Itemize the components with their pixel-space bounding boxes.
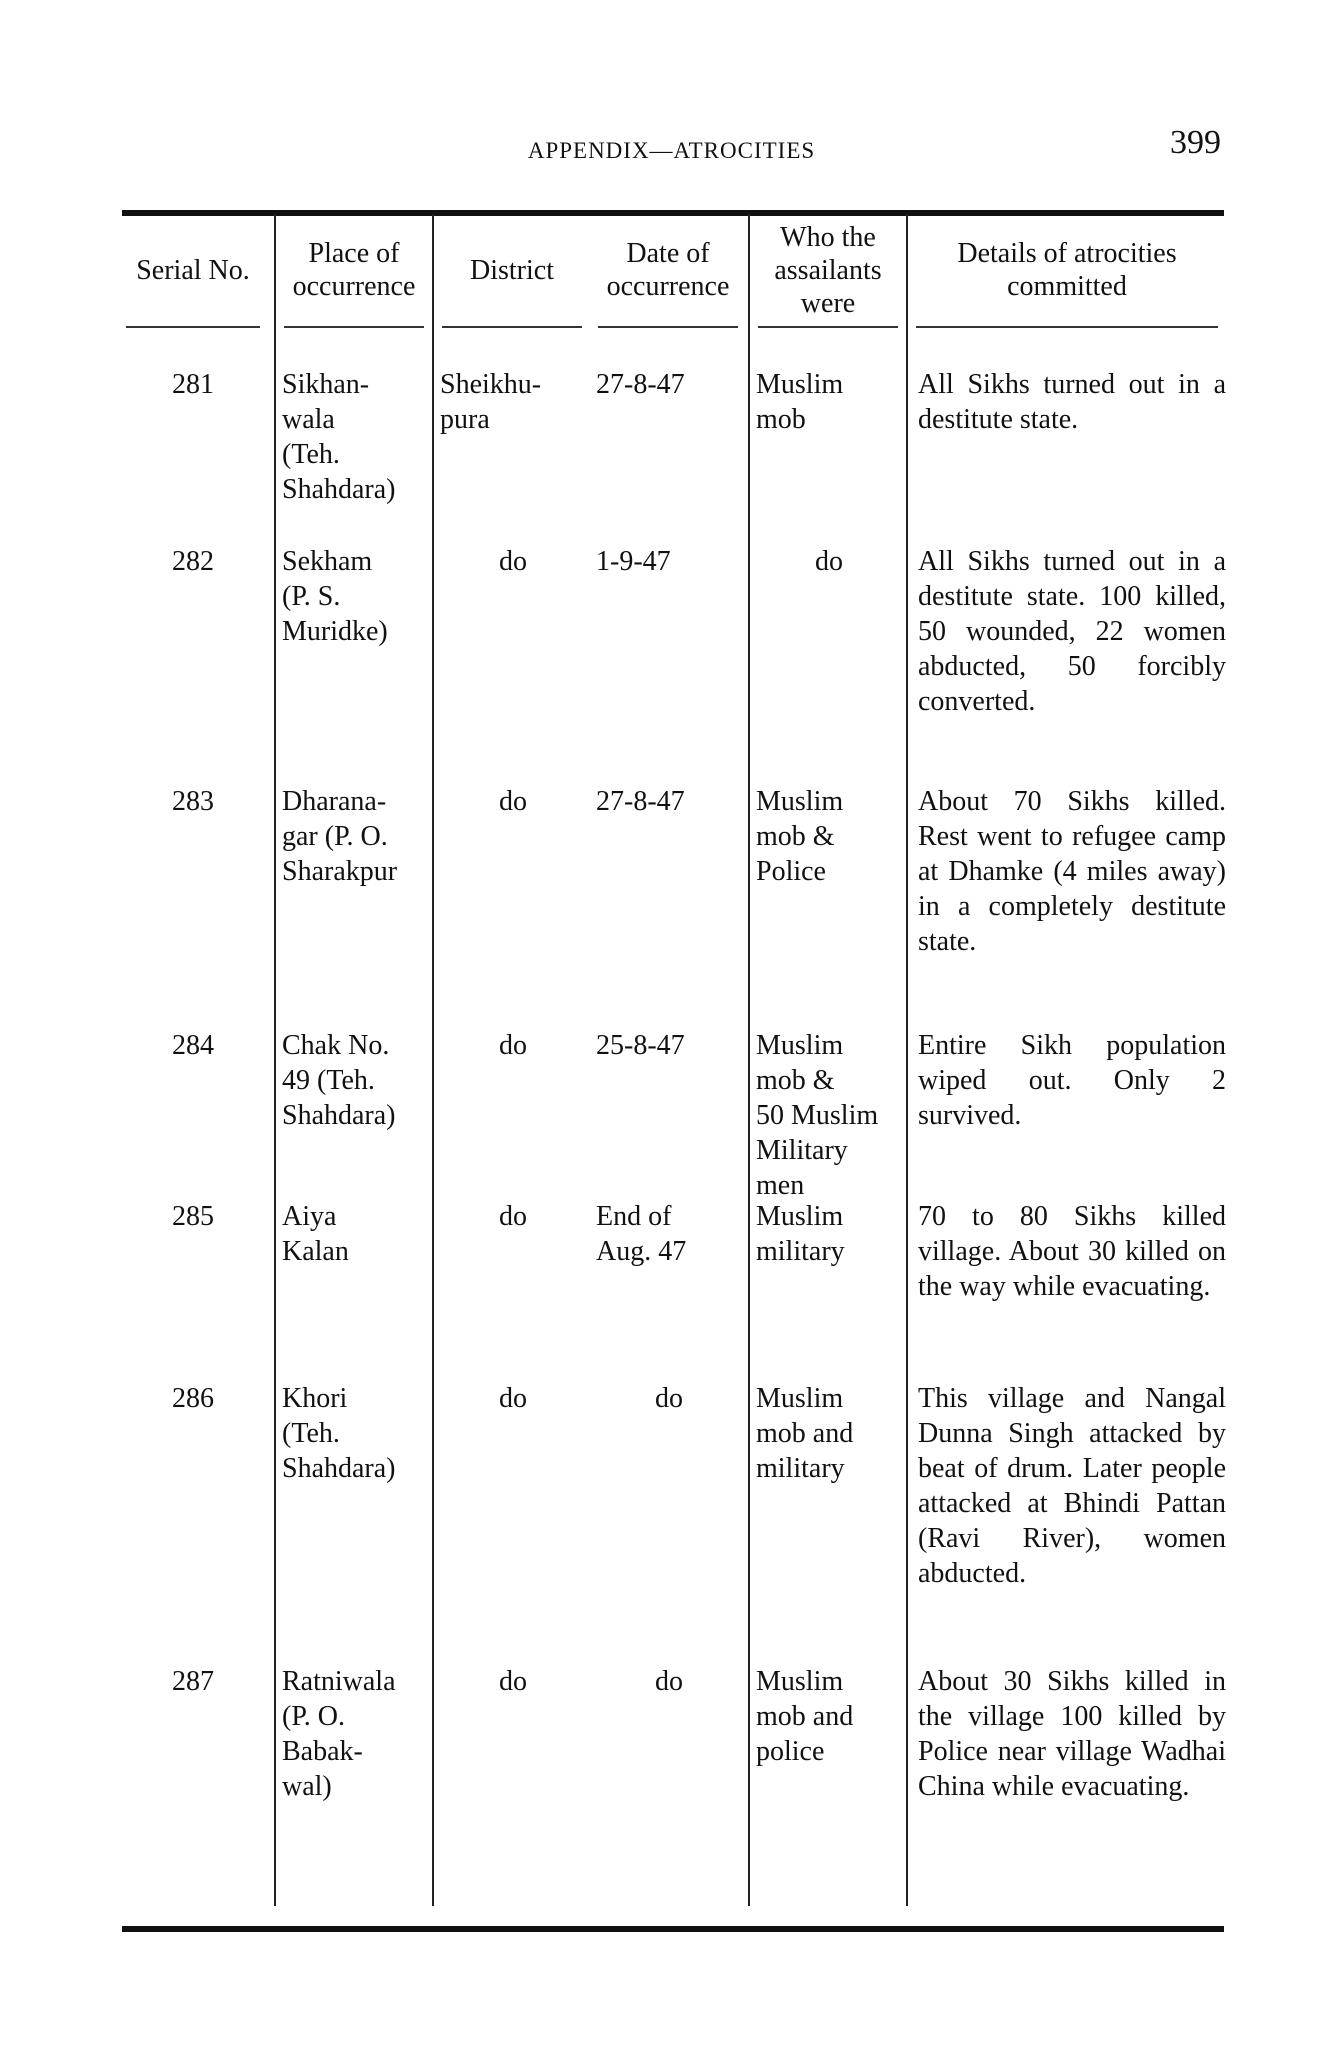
- district-282: do: [499, 546, 527, 577]
- header-rule: [284, 326, 424, 328]
- district-281: Sheikhu- pura: [440, 369, 542, 435]
- column-date: [590, 214, 746, 1906]
- column-place: [274, 214, 432, 1906]
- header-assailants: Who the assailants were: [774, 221, 882, 319]
- header-district: District: [470, 254, 554, 286]
- serial-281: 281: [172, 369, 214, 400]
- assailants-284: Muslim mob & 50 Muslim Military men: [756, 1030, 879, 1201]
- place-281: Sikhan- wala (Teh. Shahdara): [282, 369, 396, 505]
- page-number: 399: [1170, 124, 1221, 161]
- serial-283: 283: [172, 786, 214, 817]
- district-287: do: [499, 1666, 527, 1697]
- serial-282: 282: [172, 546, 214, 577]
- header-details: Details of atrocities committed: [957, 238, 1177, 302]
- place-285: Aiya Kalan: [282, 1201, 349, 1267]
- district-283: do: [499, 786, 527, 817]
- header-rule: [916, 326, 1218, 328]
- assailants-282: do: [815, 546, 843, 577]
- date-283: 27-8-47: [596, 786, 685, 817]
- serial-285: 285: [172, 1201, 214, 1232]
- header-rule: [758, 326, 898, 328]
- header-date: Date of occurrence: [606, 238, 730, 302]
- assailants-281: Muslim mob: [756, 369, 844, 435]
- assailants-285: Muslim military: [756, 1201, 845, 1267]
- date-284: 25-8-47: [596, 1030, 685, 1061]
- column-assailants: [748, 214, 906, 1906]
- place-287: Ratniwala (P. O. Babak- wal): [282, 1666, 396, 1802]
- column-details: [906, 214, 1226, 1906]
- details-282: All Sikhs turned out in a destitute state. 100 killed, 50 wounded, 22 women abducted, 50 forcibly converted.: [918, 546, 1226, 717]
- serial-284: 284: [172, 1030, 214, 1061]
- header-rule: [442, 326, 582, 328]
- date-285: End of Aug. 47: [596, 1201, 687, 1267]
- assailants-286: Muslim mob and military: [756, 1383, 854, 1484]
- details-281: All Sikhs turned out in a destitute state.: [918, 369, 1226, 435]
- details-283: About 70 Sikhs killed. Rest went to refugee camp at Dhamke (4 miles away) in a completely destitute state.: [918, 786, 1226, 957]
- district-285: do: [499, 1201, 527, 1232]
- header-place: Place of occurrence: [292, 238, 416, 302]
- assailants-283: Muslim mob & Police: [756, 786, 844, 887]
- place-284: Chak No. 49 (Teh. Shahdara): [282, 1030, 396, 1131]
- details-285: 70 to 80 Sikhs killed village. About 30 killed on the way while evacuating.: [918, 1201, 1226, 1302]
- place-282: Sekham (P. S. Muridke): [282, 546, 388, 647]
- column-serial: [118, 214, 268, 1906]
- header-serial: Serial No.: [136, 254, 250, 286]
- header-rule: [598, 326, 738, 328]
- serial-286: 286: [172, 1383, 214, 1414]
- header-rule: [126, 326, 260, 328]
- place-283: Dharana- gar (P. O. Sharakpur: [282, 786, 398, 887]
- date-286: do: [655, 1383, 683, 1414]
- details-284: Entire Sikh population wiped out. Only 2 survived.: [918, 1030, 1226, 1131]
- date-282: 1-9-47: [596, 546, 671, 577]
- details-286: This village and Nangal Dunna Singh attacked by beat of drum. Later people attacked at Bhindi Pattan (Ravi River), women abducted.: [918, 1383, 1226, 1589]
- date-281: 27-8-47: [596, 369, 685, 400]
- details-287: About 30 Sikhs killed in the village 100 killed by Police near village Wadhai China while evacuating.: [918, 1666, 1226, 1802]
- running-head: APPENDIX—ATROCITIES: [527, 138, 816, 163]
- district-284: do: [499, 1030, 527, 1061]
- column-district: [432, 214, 590, 1906]
- assailants-287: Muslim mob and police: [756, 1666, 854, 1767]
- table-bottom-rule: [122, 1926, 1224, 1932]
- date-287: do: [655, 1666, 683, 1697]
- place-286: Khori (Teh. Shahdara): [282, 1383, 396, 1484]
- serial-287: 287: [172, 1666, 214, 1697]
- district-286: do: [499, 1383, 527, 1414]
